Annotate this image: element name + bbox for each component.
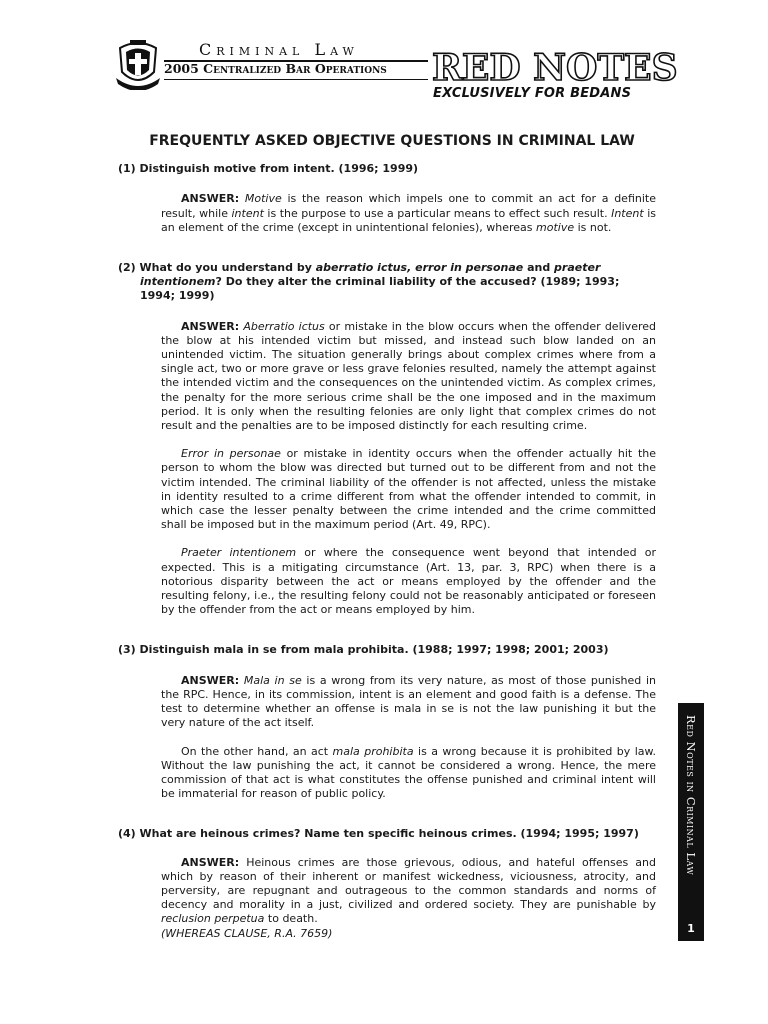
- header-subtitle: 2005 Centralized Bar Operations: [164, 61, 387, 76]
- question-text: and: [523, 261, 555, 275]
- answer-3-mala-in-se: [161, 674, 656, 731]
- school-seal-icon: [116, 38, 160, 90]
- term-motive: motive: [536, 220, 575, 234]
- answer-text: is an element of the crime (except in unintentional felonies), whereas: [161, 206, 656, 234]
- side-tab-label: Red Notes in Criminal Law: [684, 715, 698, 876]
- question-2: [118, 261, 656, 304]
- document-title: FREQUENTLY ASKED OBJECTIVE QUESTIONS IN CRIMINAL LAW: [149, 133, 635, 149]
- term-praeter-intentionem: Praeter intentionem: [181, 546, 297, 560]
- header-title: Criminal Law: [199, 40, 359, 59]
- answer-text: or where the consequence went beyond that intended or expected. This is a mitigating circumstance (Art. 13, par. 3, RPC) when there is a notorious disparity between the act or means employed by the offender and the resulting felony, i.e., the resulting felony could not be reasonably anticipated or foreseen by the offender from the act or means employed by him.: [161, 546, 656, 617]
- answer-text: is not.: [574, 220, 612, 234]
- term-intent: intent: [231, 206, 264, 220]
- answer-4: [161, 856, 656, 941]
- answer-text: or mistake in the blow occurs when the offender delivered the blow at his intended victim but missed, and instead such blow landed on an unintended victim. The situation generally brings about complex crimes where from a single act, two or more grave or less grave felonies resulted, namely the attempt against the intended victim and the consequences on the unintended victim. As complex crimes, the penalty for the more serious crime shall be the one imposed and in the maximum period. It is only when the resulting felonies are only light that complex crimes do not result and the penalties are to be imposed distinctly for each resulting crime.: [161, 319, 656, 433]
- question-term: praeter intentionem: [140, 261, 601, 289]
- document-body: [118, 134, 656, 955]
- answer-text: is a wrong because it is prohibited by law. Without the law punishing the act, it cannot be considered a wrong. Hence, the mere commission of that act is what constitutes the offense punished and criminal intent will be immaterial for reason of public policy.: [161, 744, 656, 801]
- answer-label: ANSWER:: [181, 673, 240, 687]
- term-reclusion-perpetua: reclusion perpetua: [161, 912, 265, 926]
- term-intent: Intent: [611, 206, 644, 220]
- answer-text: is the reason which impels one to commit an act for a definite result, while: [161, 192, 656, 220]
- term-mala-prohibita: mala prohibita: [332, 744, 414, 758]
- question-text: (2) What do you understand by: [118, 261, 316, 275]
- brand-tagline: EXCLUSIVELY FOR BEDANS: [433, 86, 632, 101]
- answer-label: ANSWER:: [181, 319, 240, 333]
- question-term: aberratio ictus, error in personae: [315, 261, 524, 275]
- page-number: 1: [687, 922, 695, 935]
- question-4: (4) What are heinous crimes? Name ten specific heinous crimes. (1994; 1995; 1997): [118, 827, 639, 841]
- answer-text: to death.: [264, 912, 318, 926]
- answer-2-praeter-intentionem: [161, 546, 656, 617]
- answer-text: or mistake in identity occurs when the offender actually hit the person to whom the blow was directed but turned out to be different from and not the victim intended. The criminal liability of the offender is not affected, unless the mistake in identity resulted to a crime different from what the offender intended to commit, in which case the lesser penalty between the crime intended and the crime committed shall be imposed but in the maximum period (Art. 49, RPC).: [161, 447, 656, 532]
- term-mala-in-se: Mala in se: [243, 673, 302, 687]
- question-1: (1) Distinguish motive from intent. (1996; 1999): [118, 162, 419, 176]
- answer-text: Heinous crimes are those grievous, odious, and hateful offenses and which by reason of their inherent or manifest wickedness, viciousness, atrocity, and perversity, are repugnant and outrageous to the common standards and norms of decency and morality in a just, civilized and ordered society. They are punishable by: [161, 855, 656, 912]
- question-text: ? Do they alter the criminal liability of the accused? (1989; 1993; 1994; 1999): [140, 275, 620, 303]
- citation: (WHEREAS CLAUSE, R.A. 7659): [161, 926, 333, 940]
- page-header: [0, 0, 768, 110]
- answer-2-aberratio: [161, 320, 656, 434]
- brand-logo: RED NOTES: [432, 47, 678, 89]
- question-3: (3) Distinguish mala in se from mala prohibita. (1988; 1997; 1998; 2001; 2003): [118, 643, 609, 657]
- header-rule-bottom: [164, 79, 428, 80]
- term-error-in-personae: Error in personae: [181, 447, 281, 461]
- answer-label: ANSWER:: [181, 192, 240, 206]
- answer-3-mala-prohibita: [161, 745, 656, 802]
- side-tab: [678, 703, 704, 941]
- answer-1: [161, 192, 656, 235]
- term-motive: Motive: [244, 192, 282, 206]
- answer-text: is a wrong from its very nature, as most of those punished in the RPC. Hence, in its commission, intent is an element and good faith is a defense. The test to determine whether an offense is mala in se is not the law punishing it but the very nature of the act itself.: [161, 673, 656, 730]
- term-aberratio-ictus: Aberratio ictus: [243, 319, 325, 333]
- answer-label: ANSWER:: [181, 855, 240, 869]
- answer-text: is the purpose to use a particular means to effect such result.: [263, 206, 612, 220]
- answer-2-error-in-personae: [161, 447, 656, 532]
- answer-text: On the other hand, an act: [181, 744, 333, 758]
